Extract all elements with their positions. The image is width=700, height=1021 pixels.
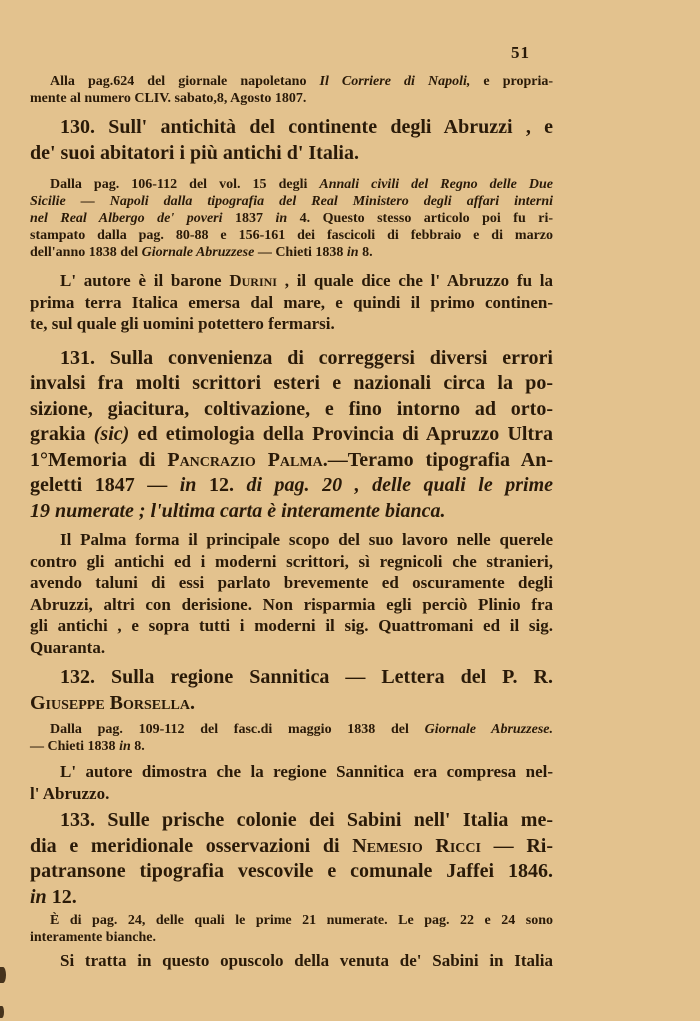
text-line	[30, 691, 553, 717]
text-segment: de' suoi abitatori i più antichi d' Italia.	[30, 141, 359, 164]
text-segment: in	[30, 885, 47, 908]
text-line	[30, 594, 553, 616]
text-segment: L' autore dimostra che la regione Sannitica era compresa nel-	[60, 762, 553, 781]
text-line	[30, 615, 553, 637]
text-segment: Giuseppe Borsella	[30, 691, 190, 714]
text-line	[30, 761, 553, 783]
text-column	[30, 73, 553, 972]
text-line	[30, 244, 553, 261]
text-segment: Il Palma forma il principale scopo del suo lavoro nelle querele	[60, 530, 553, 549]
text-segment: Pancrazio Palma	[167, 448, 323, 471]
text-line	[30, 313, 553, 335]
text-segment: Dalla pag. 109-112 del fasc.di maggio 1838 del	[50, 722, 425, 737]
text-segment: stampato dalla pag. 80-88 e 156-161 dei fascicoli di febbraio e di marzo	[30, 228, 553, 243]
text-line	[30, 529, 553, 551]
text-line	[30, 292, 553, 314]
text-line	[30, 115, 553, 141]
note-pag24	[30, 912, 553, 946]
entry-131-heading	[30, 346, 553, 525]
text-line	[30, 499, 553, 525]
text-segment: l' Abruzzo.	[30, 783, 110, 803]
para-sabini	[30, 950, 553, 972]
text-segment: , il quale dice che l' Abruzzo fu la	[276, 271, 554, 290]
note-giornale-maggio	[30, 721, 553, 755]
text-line	[30, 176, 553, 193]
note-annali	[30, 176, 553, 261]
text-line	[30, 834, 553, 860]
text-line	[30, 912, 553, 929]
entry-130-heading	[30, 115, 553, 166]
text-segment: contro gli antichi ed i moderni scrittori, sì regnicoli che stranieri,	[30, 551, 553, 571]
text-segment: Nemesio Ricci	[352, 834, 481, 857]
text-segment: Dalla pag. 106-112 del vol. 15 degli	[50, 177, 320, 192]
text-line	[30, 738, 553, 755]
text-segment: Alla pag.624 del giornale napoletano	[50, 74, 320, 89]
text-segment: Quaranta.	[30, 637, 106, 657]
text-segment: 12.	[46, 885, 77, 908]
text-segment: — Chieti 1838	[254, 245, 347, 260]
text-segment: in	[346, 245, 359, 260]
text-segment: — Chieti 1838	[30, 739, 120, 754]
text-line	[30, 270, 553, 292]
text-segment: .—Teramo tipografia An-	[322, 448, 553, 471]
text-line	[30, 783, 553, 805]
text-segment: 8.	[358, 245, 373, 260]
text-line	[30, 397, 553, 423]
para-durini	[30, 270, 553, 335]
text-line	[30, 929, 553, 946]
text-segment: — Ri-	[480, 834, 553, 857]
text-line	[30, 637, 553, 659]
text-line	[30, 210, 553, 227]
text-segment: Annali civili del Regno delle Due	[319, 177, 554, 192]
text-segment: geletti 1847 —	[30, 474, 180, 496]
text-segment: avendo taluni di essi parlato brevemente ed oscuramente degli	[30, 573, 553, 592]
page-number: 51	[511, 43, 530, 62]
text-segment: in	[275, 211, 288, 226]
text-segment: in	[179, 474, 197, 496]
text-segment: 132. Sulla regione Sannitica — Lettera del P. R.	[60, 666, 553, 688]
text-segment: grakia	[30, 423, 94, 445]
text-line	[30, 346, 553, 372]
note-corriere	[30, 73, 553, 107]
ink-speck	[0, 1006, 4, 1018]
text-line	[30, 859, 553, 885]
text-segment: sizione, giacitura, coltivazione, e fino intorno ad orto-	[30, 397, 553, 420]
text-line	[30, 90, 553, 107]
text-segment: gli antichi , e sopra tutti i moderni il sig. Quattromani ed il sig.	[30, 616, 553, 635]
text-segment: in	[119, 739, 131, 754]
text-segment: dia e meridionale osservazioni di	[30, 834, 353, 857]
text-segment: (sic)	[93, 423, 130, 445]
text-segment: Durini	[229, 271, 277, 290]
text-segment: 19 numerate ; l'ultima carta è interamente bianca.	[30, 499, 446, 522]
text-line	[30, 721, 553, 738]
text-segment: 8.	[130, 739, 145, 754]
text-line	[30, 950, 553, 972]
text-line	[30, 551, 553, 573]
text-segment: nel Real Albergo de' poveri	[30, 211, 223, 226]
text-segment: 1°Memoria di	[30, 448, 168, 471]
para-palma	[30, 529, 553, 658]
text-line	[30, 422, 553, 448]
text-segment: Giornale Abruzzese.	[424, 722, 553, 737]
text-segment: 12.	[196, 474, 247, 496]
text-line	[30, 572, 553, 594]
text-segment: te, sul quale gli uomini potettero fermarsi.	[30, 314, 335, 333]
text-segment: 131. Sulla convenienza di correggersi diversi errori	[60, 346, 553, 369]
text-segment: Abruzzi, altri con derisione. Non risparmia egli perciò Plinio fra	[30, 594, 553, 614]
text-line	[30, 808, 553, 834]
text-line	[30, 665, 553, 691]
text-segment: L' autore è il barone	[60, 271, 230, 290]
text-line	[30, 448, 553, 474]
text-segment: Giornale Abruzzese	[141, 245, 255, 260]
text-segment: invalsi fra molti scrittori esteri e nazionali circa la po-	[30, 372, 553, 394]
text-segment: interamente bianche.	[30, 930, 156, 945]
text-segment: 4. Questo stesso articolo poi fu ri-	[287, 211, 554, 226]
text-segment: Sicilie — Napoli dalla tipografia del Real Ministero degli affari interni	[30, 194, 553, 209]
text-segment: prima terra Italica emersa dal mare, e quindi il primo continen-	[30, 292, 553, 312]
text-line	[30, 73, 553, 90]
text-segment: 133. Sulle prische colonie dei Sabini nell' Italia me-	[60, 809, 553, 831]
text-segment: ed etimologia della Provincia di Apruzzo Ultra	[129, 423, 553, 445]
text-line	[30, 885, 553, 911]
text-segment: patransone tipografia vescovile e comunale Jaffei 1846.	[30, 860, 553, 882]
para-sannitica	[30, 761, 553, 804]
text-segment: Si tratta in questo opuscolo della venuta de' Sabini in Italia	[60, 951, 553, 970]
entry-132-heading	[30, 665, 553, 716]
entry-133-heading	[30, 808, 553, 910]
scanned-book-page	[0, 43, 700, 1021]
text-segment: Il Corriere di Napoli,	[319, 74, 471, 89]
book-page	[0, 43, 700, 972]
text-line	[30, 473, 553, 499]
ink-speck	[0, 967, 6, 983]
text-segment: È di pag. 24, delle quali le prime 21 numerate. Le pag. 22 e 24 sono	[50, 913, 553, 928]
text-segment: .	[189, 691, 195, 714]
text-segment: mente al numero CLIV. sabato,8, Agosto 1807.	[30, 91, 307, 106]
text-segment: dell'anno 1838 del	[30, 245, 142, 260]
text-line	[30, 371, 553, 397]
text-segment: 1837	[222, 211, 276, 226]
text-segment: e propria-	[470, 74, 554, 89]
text-line	[30, 227, 553, 244]
text-segment: di pag. 20 , delle quali le prime	[246, 474, 553, 496]
text-line	[30, 193, 553, 210]
text-segment: 130. Sull' antichità del continente degli Abruzzi , e	[60, 116, 553, 138]
text-line	[30, 141, 553, 167]
